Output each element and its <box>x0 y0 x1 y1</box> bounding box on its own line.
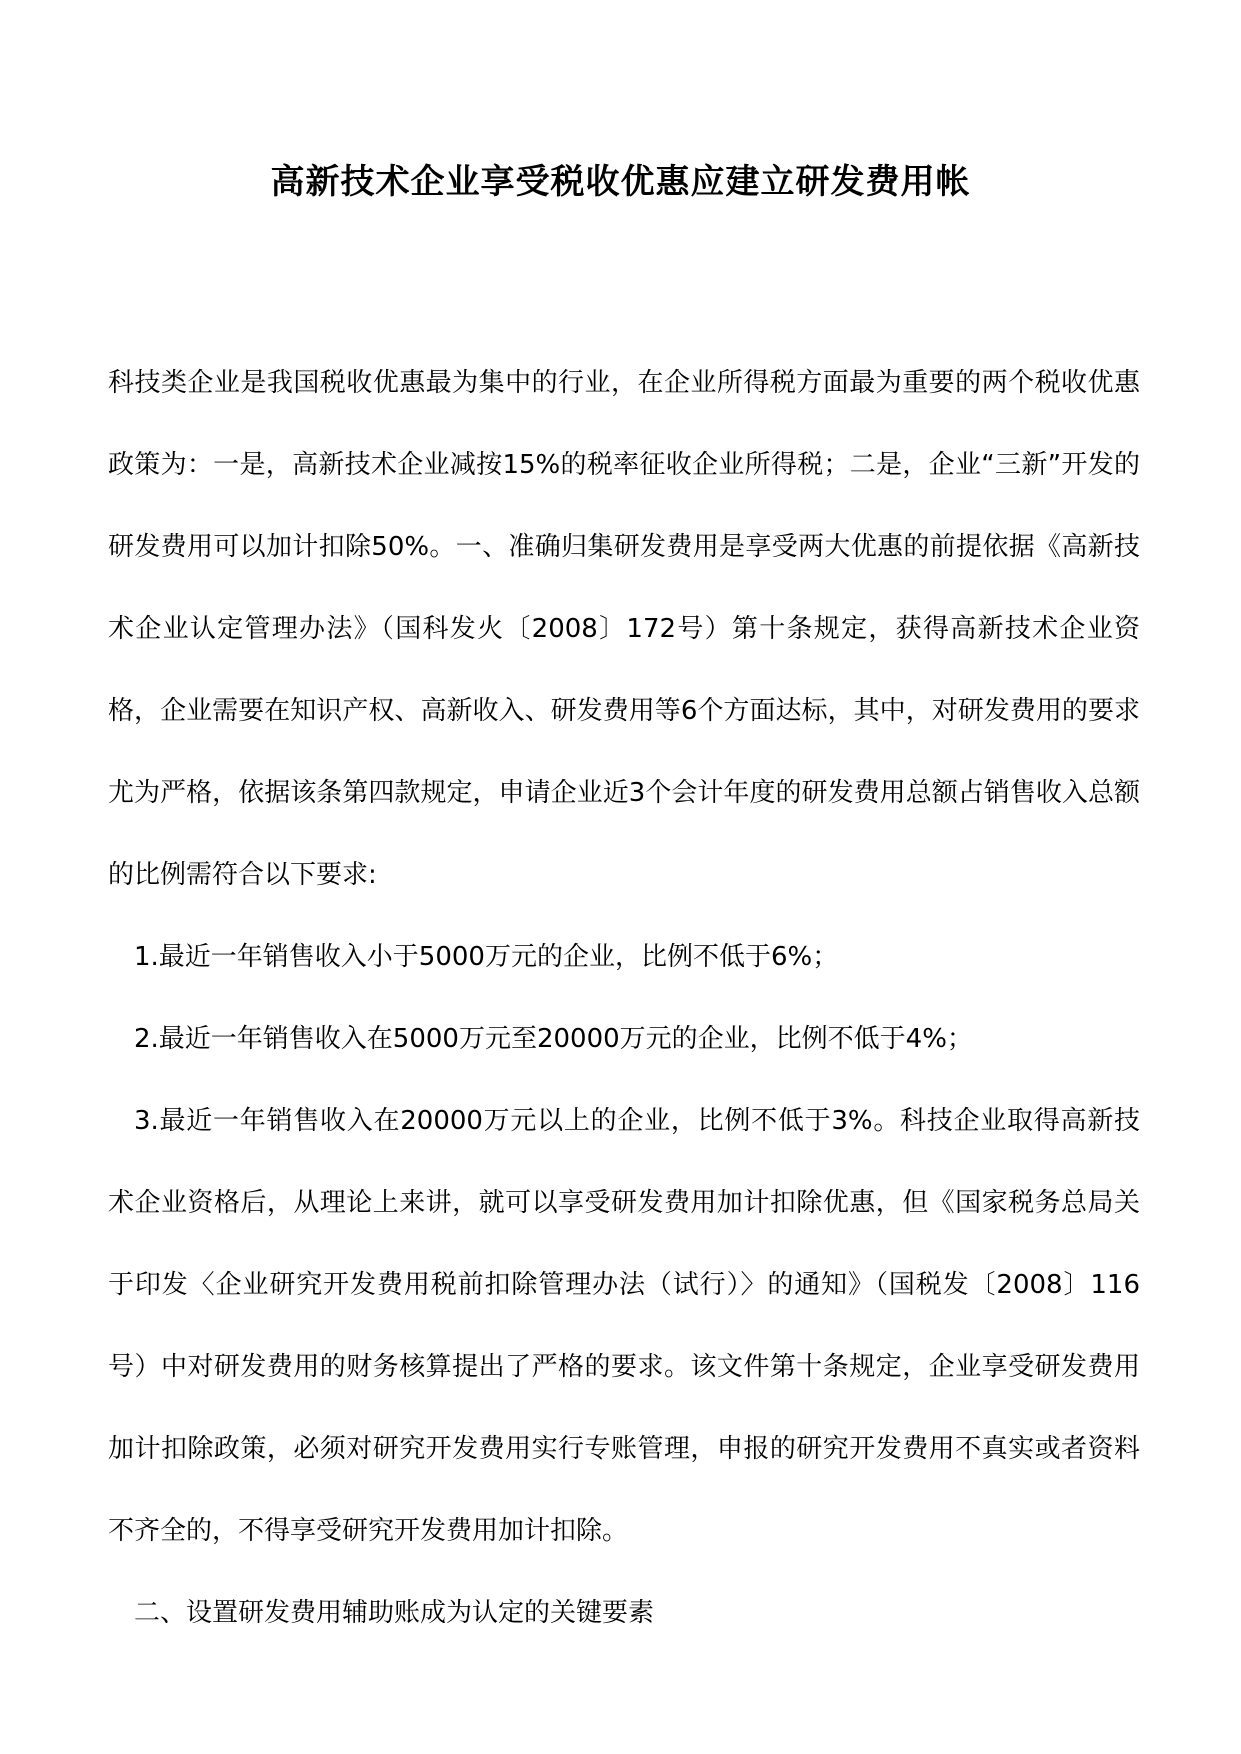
requirement-item-1: 1.最近一年销售收入小于5000万元的企业，比例不低于6%； <box>134 942 839 972</box>
requirement-item-2: 2.最近一年销售收入在5000万元至20000万元的企业，比例不低于4%； <box>134 1024 973 1054</box>
document-title: 高新技术企业享受税收优惠应建立研发费用帐 <box>270 162 971 202</box>
requirement-item-3: 3.最近一年销售收入在20000万元以上的企业，比例不低于3%。科技企业取得高新技术企业资格后，从理论上来讲，就可以享受研发费用加计扣除优惠，但《国家税务总局关于印发〈企业研究开发费用税前扣除管理办法（试行）〉的通知》（国税发〔2008〕116号）中对研发费用的财务核算提出了严格的要求。该文件第十条规定，企业享受研发费用加计扣除政策，必须对研究开发费用实行专账管理，申报的研究开发费用不真实或者资料不齐全的，不得享受研究开发费用加计扣除。 <box>108 1106 1140 1546</box>
section-heading: 二、设置研发费用辅助账成为认定的关键要素 <box>134 1598 655 1628</box>
intro-paragraph: 科技类企业是我国税收优惠最为集中的行业，在企业所得税方面最为重要的两个税收优惠政策为：一是，高新技术企业减按15%的税率征收企业所得税；二是，企业“三新”开发的研发费用可以加计扣除50%。一、准确归集研发费用是享受两大优惠的前提依据《高新技术企业认定管理办法》（国科发火〔2008〕172号）第十条规定，获得高新技术企业资格，企业需要在知识产权、高新收入、研发费用等6个方面达标，其中，对研发费用的要求尤为严格，依据该条第四款规定，申请企业近3个会计年度的研发费用总额占销售收入总额的比例需符合以下要求: <box>108 368 1140 890</box>
